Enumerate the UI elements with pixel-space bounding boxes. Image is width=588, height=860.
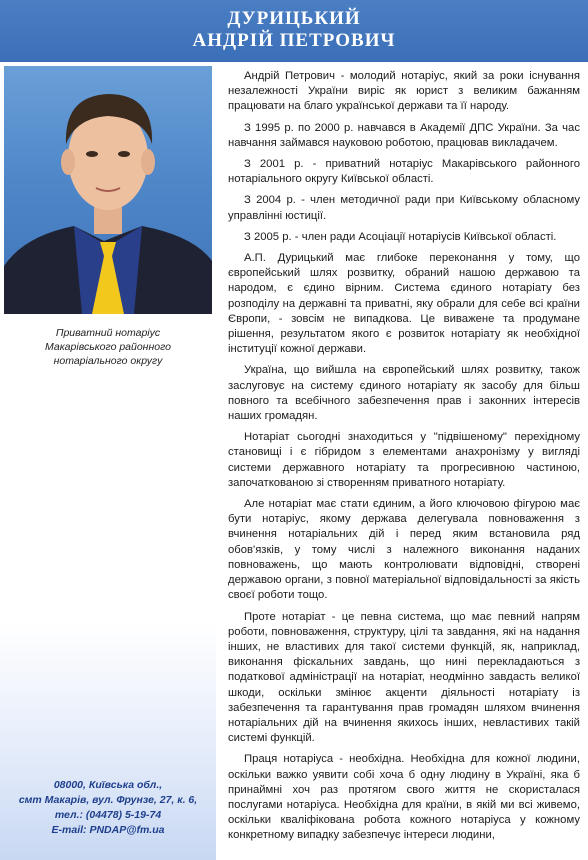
bio-paragraph: Андрій Петрович - молодий нотаріус, який за роки існування незалежності України виріс як юрист з великим бажанням працювати на благо української держави та її народу. bbox=[228, 70, 580, 113]
bio-paragraph: З 1995 р. по 2000 р. навчався в Академії ДПС України. За час навчання займався науковою роботою, працював викладачем. bbox=[228, 121, 580, 149]
header-surname: ДУРИЦЬКИЙ bbox=[227, 8, 361, 29]
bio-paragraph: Але нотаріат має стати єдиним, а його ключовою фігурою має бути нотаріус, якому держава делегувала повноваження з вчинення нотаріальних дій і перед яким встановила ряд обов'язків, у тому числі з належного виконання наданих повноважень, що мають контролювати відповідні, створені державою органи, з повної матеріальної відповідальності за якість своєї роботи тощо. bbox=[228, 498, 580, 602]
contact-phone-line: тел.: (04478) 5-19-74 bbox=[54, 809, 162, 821]
header-given-names: АНДРІЙ ПЕТРОВИЧ bbox=[192, 30, 396, 51]
bio-paragraph: З 2004 р. - член методичної ради при Київському обласному управлінні юстиції. bbox=[228, 194, 580, 222]
bio-paragraph: З 2005 р. - член ради Асоціації нотаріусів Київської області. bbox=[244, 230, 557, 243]
eye-right bbox=[118, 151, 130, 157]
caption-line: Приватний нотаріус bbox=[55, 327, 161, 339]
ear-right bbox=[141, 149, 155, 175]
caption-line: нотаріального округу bbox=[53, 355, 163, 367]
bio-paragraph: Проте нотаріат - це певна система, що має певний напрям роботи, повноваження, структуру, цілі та завдання, які на надання інших, не властивих для такої системи функцій, як, наприклад, виконання фіскальних завдань, що нині перекладаються з податкової адміністрації на нотаріат, неодмінно завдасть великої шкоди, оскільки змінює акценти діяльності нотаріату із забезпечення та гарантування прав громадян шляхом вчинення нотаріальних дій на вчинення якихось інших, невластивих такій системі функцій. bbox=[228, 610, 580, 745]
photo-caption bbox=[4, 326, 212, 368]
bio-paragraph: Нотаріат сьогодні знаходиться у "підвішеному" перехідному становищі і є гібридом з елементами анахронізму у вигляді системи державного нотаріату та прогресивною частиною, започаткованою зі створенням приватного нотаріату. bbox=[228, 431, 580, 489]
bio-paragraph: З 2001 р. - приватний нотаріус Макарівського районного нотаріального округу Київської області. bbox=[228, 158, 580, 186]
caption-line: Макарівського районного bbox=[45, 341, 171, 353]
bio-paragraph: Праця нотаріуса - необхідна. Необхідна для кожної людини, оскільки важко уявити собі хоча б одну людину в Україні, яка б принаймні хоч раз протягом свого життя не скористалася послугами нотаріуса. Необхідна для країни, в якій ми всі живемо, оскільки кваліфікована робота кожного нотаріуса у кожному конкретному випадку забезпечує інтереси людини, bbox=[228, 753, 580, 842]
biography-text bbox=[228, 69, 580, 850]
eye-left bbox=[86, 151, 98, 157]
bio-paragraph: А.П. Дурицький має глибоке переконання у тому, що європейський шлях розвитку, обраний нашою державою та народом, є єдино вірним. Система єдиного нотаріату без розподілу на державні та приватні, яку обрали для себе всі країни Європи, - зовсім не випадкова. Це виважене та продумане рішення, результатом якого є розвиток нотаріату як необхідної інституції кожної держави. bbox=[228, 252, 580, 356]
contact-postal-line: 08000, Київська обл., bbox=[53, 779, 163, 791]
bio-paragraph: Україна, що вийшла на європейський шлях розвитку, також заслуговує на систему єдиного нотаріату як засобу для більш повного та всебічного забезпечення прав і законних інтересів наших громадян. bbox=[228, 364, 580, 423]
portrait-illustration bbox=[4, 66, 212, 314]
contact-email-line: E-mail: PNDAP@fm.ua bbox=[51, 824, 165, 836]
portrait-photo bbox=[4, 66, 212, 314]
contact-block bbox=[4, 778, 212, 838]
page-header bbox=[0, 0, 588, 62]
ear-left bbox=[61, 149, 75, 175]
contact-address-line: смт Макарів, вул. Фрунзе, 27, к. 6, bbox=[18, 794, 198, 806]
